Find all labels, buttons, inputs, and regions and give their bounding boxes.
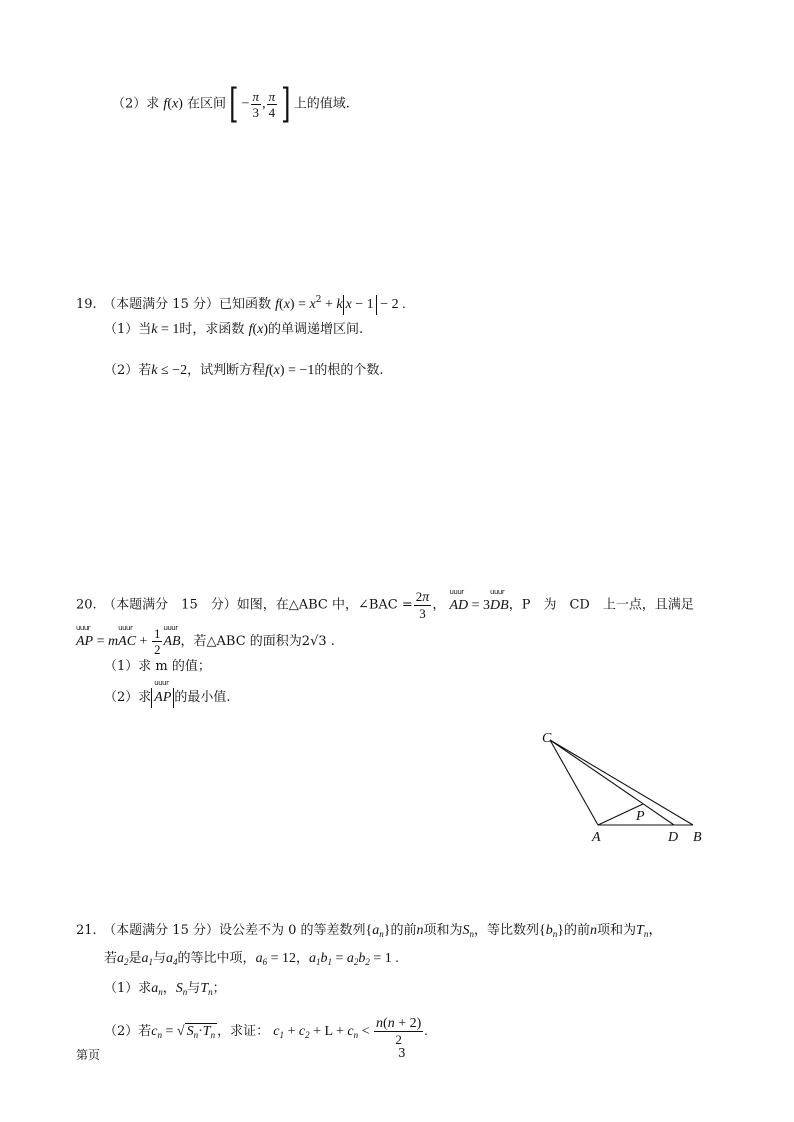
q20-header-text: 20. （本题满分 15 分）如图，在△ABC 中，∠BAC = [76, 597, 413, 613]
q20-part2-a: （2）求 [104, 690, 152, 705]
q18-part2: （2）求 f(x) 在区间[ − $\frac{\pi}{3}$ , $\frac{\pi}{4}$ ] 上的值域. [112, 81, 350, 127]
vector-eq-ap: uuur AP = m uuur AC + $\frac{1}{2}$ uuur AB [76, 624, 181, 657]
q18-part2-tail: 上的值域. [293, 96, 350, 112]
q21-part2: （2）若$c_n$ = √ $S_n\cdot T_n$ ，求证： $c_1 + c_2 + L + c_n$ < $\frac{n(n + 2)}{2}$ . [104, 1016, 428, 1047]
q19-header-text: 19. （本题满分 15 分）已知函数 [76, 297, 271, 312]
q21-line2: 若$a_2$是$a_1$与$a_4$的等比中项，$a_6 = 12$，$a_1b_1 = a_2b_2 = 1$ . [104, 951, 399, 967]
q19-part1-b: 时，求函数 [179, 322, 245, 337]
q18-part2-mid: 在区间 [187, 96, 227, 112]
q19-part2: （2）若k ≤ −2，试判断方程f(x) = −1的根的个数. [104, 363, 384, 378]
label-a: A [592, 830, 601, 845]
inequality-sum-c: $c_1 + c_2 + L + c_n$ < $\frac{n(n + 2)}{2}$ . [273, 1016, 428, 1047]
right-bracket: ] [281, 81, 291, 127]
q20-line2-tail: ，若△ABC 的面积为2√3 . [180, 634, 335, 649]
q19-header [76, 291, 406, 315]
q21-header: 21. （本题满分 15 分）设公差不为 0 的等差数列$\{a_n\}$的前n项和为$S_n$，等比数列$\{b_n\}$的前n项和为$T_n$， [76, 923, 663, 939]
q19-part1-c: 的单调递增区间. [268, 322, 364, 337]
q20-part2 [104, 679, 231, 708]
math-f-of-x: f [163, 96, 168, 112]
q19-part2-b: ，试判断方程 [187, 363, 266, 378]
q19-part1-a: （1）当 [104, 322, 152, 337]
fraction-minus-pi-3: $\frac{\pi}{3}$ [252, 88, 260, 120]
q20-line2 [76, 626, 335, 657]
segment-cb [550, 740, 693, 825]
segment-cd [550, 740, 674, 825]
abs-vector-ap: uuur AP [151, 688, 174, 708]
triangle-figure [530, 725, 720, 845]
q20-part2-b: 的最小值. [174, 690, 231, 705]
label-b: B [693, 830, 702, 845]
q19-part1: （1）当k = 1时，求函数 f(x)的单调递增区间. [104, 322, 364, 337]
q19-function-def: $f(x) = x^2 + k$ x − 1 − 2 . [275, 297, 405, 312]
label-c: C [542, 731, 552, 746]
segment-ca [550, 740, 598, 825]
label-d: D [668, 830, 679, 845]
q20-part1-text: （1）求 m 的值； [104, 659, 211, 674]
footer-left: 第页 [76, 1048, 101, 1062]
q21-part1: （1）求$a_n$，$S_n$与$T_n$； [104, 981, 226, 997]
page-number: 3 [398, 1046, 406, 1060]
label-p: P [636, 809, 645, 824]
fraction-2pi-3: $\frac{2\pi}{3}$ [415, 589, 430, 621]
q20-part1 [104, 658, 211, 676]
left-bracket: [ [229, 81, 239, 127]
q19-part2-c: 的根的个数. [314, 363, 384, 378]
sqrt-sn-tn: √ $S_n\cdot T_n$ [176, 1024, 216, 1040]
q20-header: 20. （本题满分 15 分）如图，在△ABC 中，∠BAC = $\frac{2\pi}{3}$ ， uuur AD = 3 uuur DB，P 为 CD 上一点，且满足 [76, 587, 694, 621]
vector-eq-ad-3db: uuur AD = 3 uuur DB [449, 587, 509, 613]
q18-part2-lead: （2）求 [112, 96, 160, 112]
q19-part2-a: （2）若 [104, 363, 152, 378]
fraction-pi-4: $\frac{\pi}{4}$ [268, 88, 276, 120]
q21-header-a: 21. （本题满分 15 分）设公差不为 0 的等差数列 [76, 923, 366, 938]
